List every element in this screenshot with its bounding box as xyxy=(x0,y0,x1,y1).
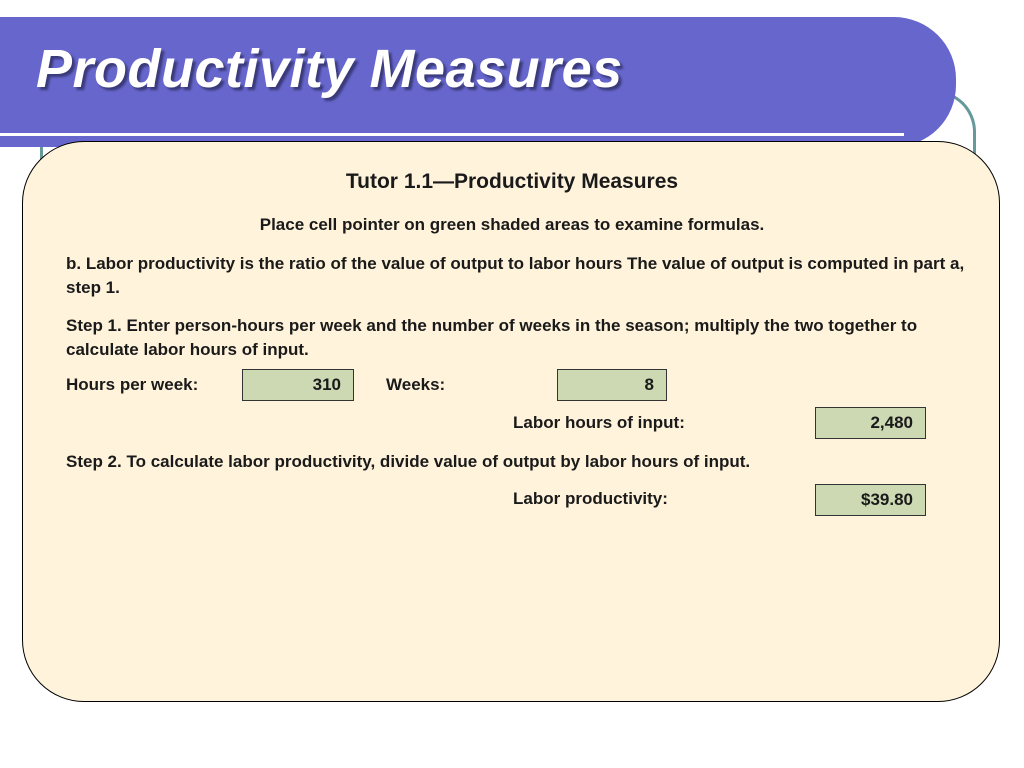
labor-productivity-cell[interactable]: $39.80 xyxy=(815,484,926,516)
instruction-text: Place cell pointer on green shaded areas to examine formulas. xyxy=(259,215,765,234)
labor-productivity-label: Labor productivity: xyxy=(513,489,668,508)
title-underline xyxy=(0,133,904,136)
step1-text: Step 1. Enter person-hours per week and the number of weeks in the season; multiply the two together to calculate labor hours of input. xyxy=(66,316,918,359)
labor-hours-label: Labor hours of input: xyxy=(513,413,685,432)
step2-text: Step 2. To calculate labor productivity, divide value of output by labor hours of input. xyxy=(66,452,751,471)
tutor-heading: Tutor 1.1—Productivity Measures xyxy=(345,170,679,193)
slide-title: Productivity Measures xyxy=(36,39,623,99)
hours-per-week-label: Hours per week: xyxy=(66,375,199,394)
weeks-cell[interactable]: 8 xyxy=(557,369,667,401)
weeks-label: Weeks: xyxy=(386,375,446,394)
part-b-text: b. Labor productivity is the ratio of the value of output to labor hours The value of output is computed in part a, step 1. xyxy=(66,254,965,297)
labor-hours-cell[interactable]: 2,480 xyxy=(815,407,926,439)
hours-per-week-cell[interactable]: 310 xyxy=(242,369,354,401)
